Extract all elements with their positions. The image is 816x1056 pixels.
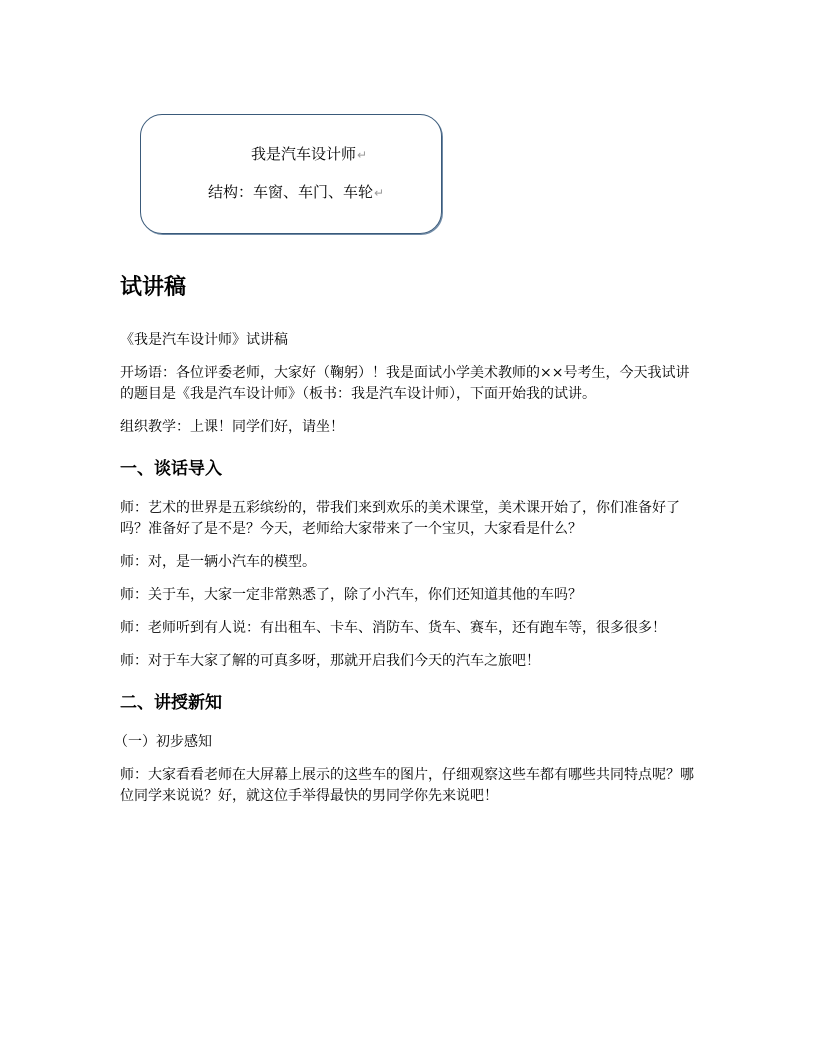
blackboard-textbox [140,114,442,234]
document-title: 试讲稿 [120,275,187,300]
paragraph-mark-icon: ↵ [356,148,368,162]
section1-paragraph: 师：对，是一辆小汽车的模型。 [120,554,316,570]
section-heading: 一、谈话导入 [120,459,222,479]
document-body [114,272,700,819]
board-structure-text: 结构：车窗、车门、车轮 [207,183,373,201]
section2-paragraph: 师：大家看看老师在大屏幕上展示的这些车的图片，仔细观察这些车都有哪些共同特点呢？哪位同学来说说？好，就这位手举得最快的男同学你先来说吧！ [120,767,694,804]
section1-paragraph: 师：关于车，大家一定非常熟悉了，除了小汽车，你们还知道其他的车吗？ [120,587,582,603]
board-title-text: 我是汽车设计师 [250,145,356,163]
section1-paragraph: 师：艺术的世界是五彩缤纷的，带我们来到欢乐的美术课堂，美术课开始了，你们准备好了吗？准备好了是不是？今天，老师给大家带来了一个宝贝，大家看是什么？ [120,500,680,537]
board-title-line [141,143,441,164]
paragraph-mark-icon: ↵ [373,186,385,200]
subsection-heading: （一）初步感知 [114,734,212,750]
section1-paragraph: 师：对于车大家了解的可真多呀，那就开启我们今天的汽车之旅吧！ [120,653,540,669]
document-subtitle: 《我是汽车设计师》试讲稿 [120,332,288,348]
section-heading: 二、讲授新知 [120,693,222,713]
opening-paragraph: 开场语：各位评委老师，大家好（鞠躬）！我是面试小学美术教师的××号考生，今天我试讲的题目是《我是汽车设计师》（板书：我是汽车设计师），下面开始我的试讲。 [120,365,690,402]
section1-paragraph: 师：老师听到有人说：有出租车、卡车、消防车、货车、赛车，还有跑车等，很多很多！ [120,620,666,636]
board-structure-line [141,181,441,202]
organize-paragraph: 组织教学：上课！同学们好，请坐！ [120,419,344,435]
